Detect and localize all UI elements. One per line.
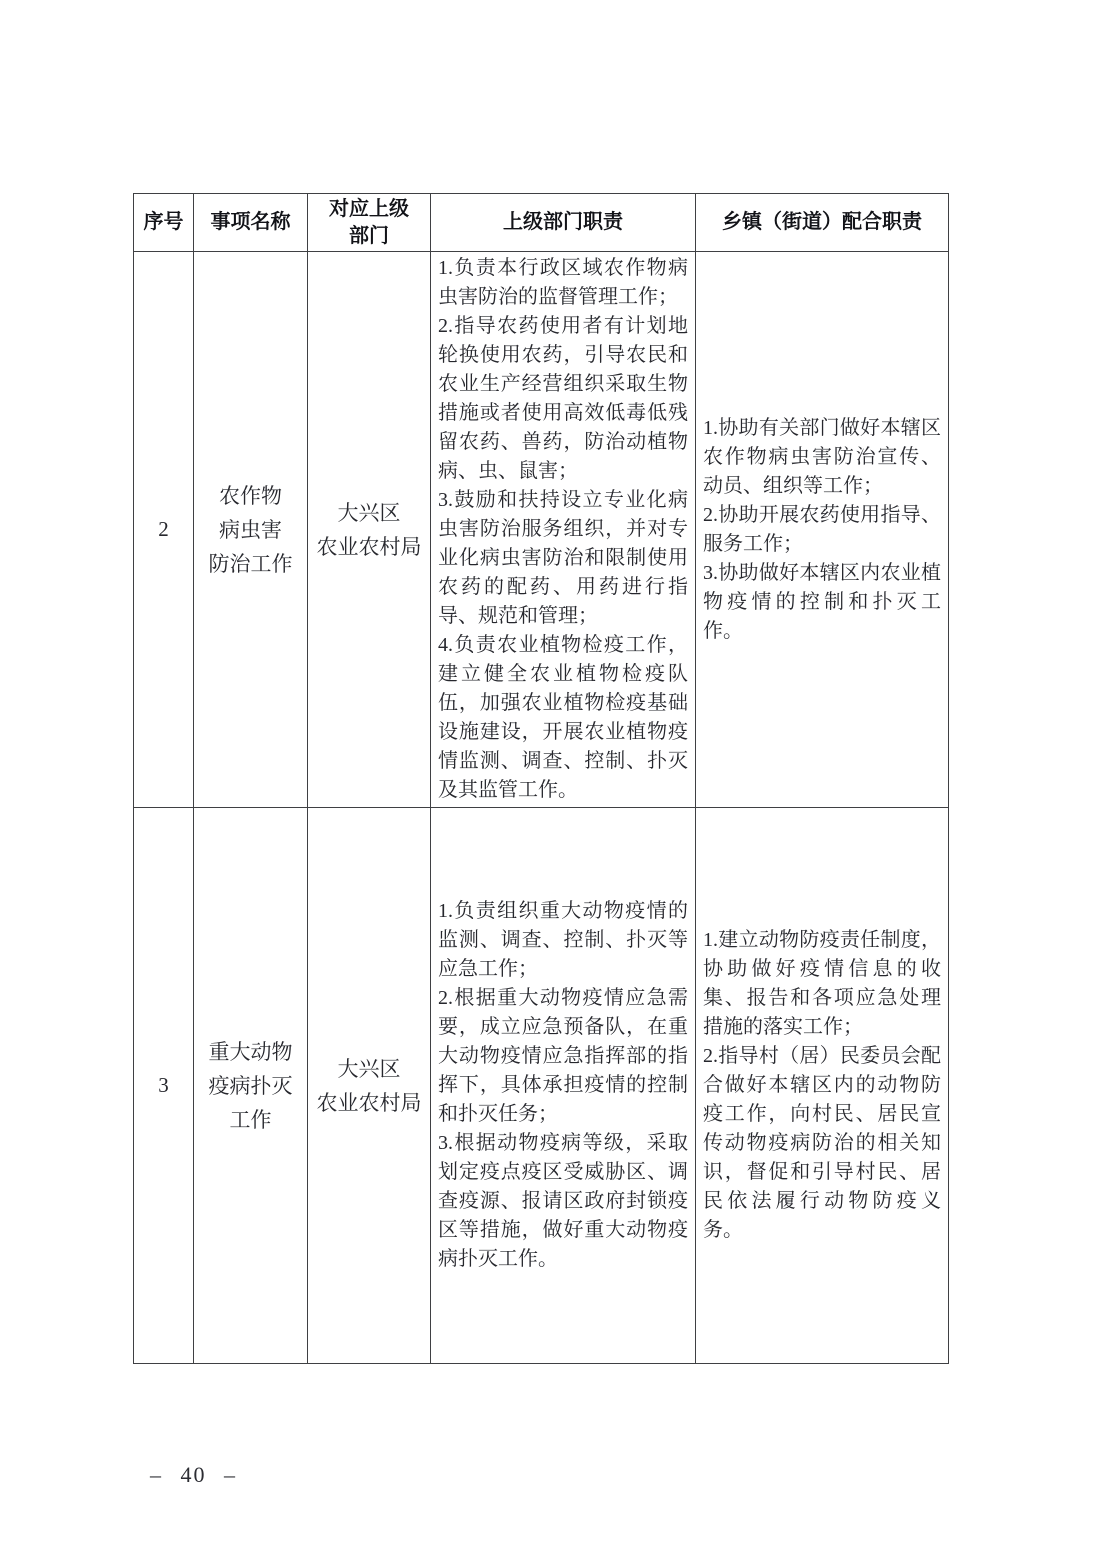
duty-item: 1.协助有关部门做好本辖区农作物病虫害防治宣传、动员、组织等工作；: [703, 416, 941, 497]
item-name-line: 病虫害: [219, 517, 282, 542]
item-name-cell: [194, 252, 308, 808]
header-superior-duties-label: 上级部门职责: [503, 211, 623, 233]
department-line: 大兴区: [337, 500, 401, 525]
table-row: [134, 252, 949, 808]
duty-item: 3.鼓励和扶持设立专业化病虫害防治服务组织，并对专业化病虫害防治和限制使用农药的配药、用药进行指导、规范和管理；: [438, 489, 688, 627]
header-seq-label: 序号: [143, 211, 184, 233]
table-row: [134, 808, 949, 1364]
duty-item: 4.负责农业植物检疫工作，建立健全农业植物检疫队伍，加强农业植物检疫基础设施建设，开展农业植物疫情监测、调查、控制、扑灭及其监管工作。: [438, 634, 688, 801]
department-cell: [308, 252, 431, 808]
header-superior-duties: [431, 194, 696, 252]
item-name-line: 工作: [229, 1107, 272, 1132]
item-name-line: 疫病扑灭: [208, 1073, 293, 1098]
duty-item: 2.协助开展农药使用指导、服务工作；: [703, 503, 941, 555]
duty-item: 1.负责本行政区域农作物病虫害防治的监督管理工作；: [438, 257, 688, 308]
header-department-line2: 部门: [349, 224, 389, 247]
header-township-duties-label: 乡镇（街道）配合职责: [722, 211, 922, 233]
item-name-line: 防治工作: [208, 551, 293, 576]
duty-item: 2.根据重大动物疫情应急需要，成立应急预备队，在重大动物疫情应急指挥部的指挥下，具体承担疫情的控制和扑灭任务；: [438, 987, 688, 1125]
department-line: 农业农村局: [316, 534, 422, 559]
item-name-cell: [194, 808, 308, 1364]
seq-cell: [134, 252, 194, 808]
item-name-line: 农作物: [219, 483, 282, 508]
header-seq: [134, 194, 194, 252]
duty-item: 1.建立动物防疫责任制度，协助做好疫情信息的收集、报告和各项应急处理措施的落实工作；: [703, 929, 941, 1038]
item-name-line: 重大动物: [208, 1039, 293, 1064]
duty-item: 2.指导村（居）民委员会配合做好本辖区内的动物防疫工作，向村民、居民宣传动物疫病防治的相关知识，督促和引导村民、居民依法履行动物防疫义务。: [703, 1045, 941, 1241]
header-row: [134, 194, 949, 252]
header-item-name-label: 事项名称: [210, 211, 291, 233]
duty-item: 1.负责组织重大动物疫情的监测、调查、控制、扑灭等应急工作；: [438, 900, 688, 980]
duty-item: 2.指导农药使用者有计划地轮换使用农药，引导农民和农业生产经营组织采取生物措施或者使用高效低毒低残留农药、兽药，防治动植物病、虫、鼠害；: [438, 315, 688, 482]
duty-item: 3.协助做好本辖区内农业植物疫情的控制和扑灭工作。: [703, 561, 941, 642]
seq-value: 3: [158, 1073, 169, 1097]
header-department-line1: 对应上级: [329, 197, 409, 220]
township-duties-cell: [696, 252, 949, 808]
department-line: 农业农村局: [316, 1090, 422, 1115]
department-cell: [308, 808, 431, 1364]
department-line: 大兴区: [337, 1056, 401, 1081]
header-item-name: [194, 194, 308, 252]
page-number: – 40 –: [150, 1462, 237, 1487]
superior-duties-cell: [431, 252, 696, 808]
duty-item: 3.根据动物疫病等级，采取划定疫点疫区受威胁区、调查疫源、报请区政府封锁疫区等措施，做好重大动物疫病扑灭工作。: [438, 1132, 688, 1270]
seq-cell: [134, 808, 194, 1364]
seq-value: 2: [158, 517, 169, 541]
superior-duties-cell: [431, 808, 696, 1364]
township-duties-cell: [696, 808, 949, 1364]
header-township-duties: [696, 194, 949, 252]
header-department: [308, 194, 431, 252]
duties-table: [133, 193, 949, 1364]
